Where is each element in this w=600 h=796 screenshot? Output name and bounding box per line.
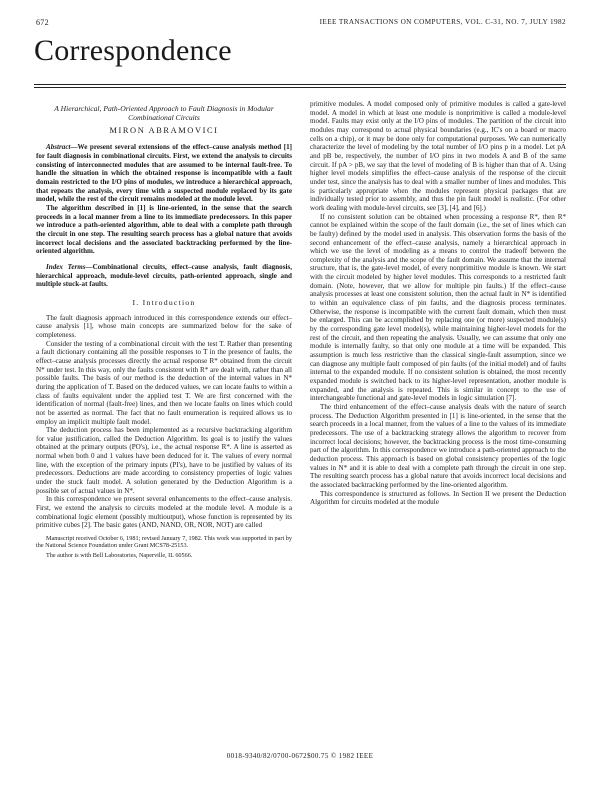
author-name: MIRON ABRAMOVICI [109, 125, 219, 135]
paper-title: A Hierarchical, Path-Oriented Approach to Fault Diagnosis in Modular Combinational Circuits [54, 104, 274, 123]
journal-header: IEEE TRANSACTIONS ON COMPUTERS, VOL. C-31, NO. 7, JULY 1982 [319, 18, 566, 26]
intro-heading: I. Introduction [132, 297, 196, 307]
header-rule-thin [34, 87, 566, 88]
index-terms-text: —Combinational circuits, effect–cause analysis, fault diagnosis, hierarchical approach, module-level circuits, path-oriented approach, single and multiple stuck-at faults. [36, 263, 292, 289]
section-title: Correspondence [34, 34, 232, 67]
header-rule [34, 84, 566, 85]
right-paragraph-3: The third enhancement of the effect–cause analysis deals with the nature of search process. The Deduction Algorithm presented in [1] is line-oriented, in the sense that the search proceeds in a local manner, from the values of a line to the values of its immediate predecessors. The use of a backtracking strategy allows the algorithm to recover from incorrect local decisions; however, the backtracking process is the most time-consuming part of the algorithm. In this correspondence we introduce a path-oriented approach to the deduction process. This approach is based on global consistency properties of the logic values in N* and it is able to deal with a complete path through the circuit in one step. The resulting search process has a global nature that avoids incorrect local decisions and the associated backtracking performed by the line-oriented algorithm. [310, 402, 566, 489]
left-column [36, 104, 292, 559]
abstract [36, 143, 292, 256]
intro-paragraph-2: Consider the testing of a combinational circuit with the test T. Rather than presenting a fault dictionary containing all the possible responses to T in the presence of faults, the effect–cause analysis processes directly the actual response R* obtained from the circuit N* under test. In this way, only the faults consistent with R* are dealt with, rather than all possible faults. The basis of our method is the deduction of the internal values in N* during the application of T. Based on the deduced values, we can locate faults to within a class of faults equivalent under the applied test T. We are first concerned with the identification of normal (fault-free) lines, and then we locate faults on lines which could not be asserted as normal. The fact that no fault enumeration is required allows us to employ an implicit multiple fault model. [36, 339, 292, 426]
page-number: 672 [36, 18, 49, 27]
right-paragraph-2: If no consistent solution can be obtained when processing a response R*, then R* cannot be explained within the scope of the fault domain (i.e., the set of lines which can be faulty) defined by the model used in analysis. This observation forms the basis of the second enhancement of the effect–cause analysis, namely a hierarchical approach in which we use the level of modeling as a means to control the tradeoff between the complexity of the analysis and the scope of the fault domain. We assume that the internal structure, that is, the gate-level model, of every nonprimitive module is known. We start with the circuit modeled by higher level modules. This corresponds to a restricted fault domain. (Note, however, that we allow for multiple pin faults.) If the effect–cause analysis processes at least one consistent solution, then the actual fault in N* is identified to within an equivalence class of pin faults, and the diagnosis process terminates. Otherwise, the response is incompatible with the current fault domain, which then must be enlarged. This can be accomplished by replacing one (or more) suspected module(s) by the corresponding gate level model(s), while maintaining higher-level models for the rest of the circuit, and then repeating the analysis. Usually, we can assume that only one module is internally faulty, so that only one module at a time will be expanded. This assumption is much less restrictive than the classical single-fault assumption, since we can diagnose any multiple fault composed of pin faults (of the initial model) and of faults internal to the expanded module. If no consistent solution is obtained, the most recently expanded module is switched back to its higher-level representation, another module is expanded, and the analysis is repeated. This is similar in concept to the use of interchangeable functional and gate-level models in logic simulation [7]. [310, 212, 566, 403]
abstract-paragraph-2: The algorithm described in [1] is line-oriented, in the sense that the search proceeds in a local manner from a line to its immediate predecessors. In this paper we introduce a path-oriented algorithm, able to deal with a complete path through the circuit in one step. The resulting search process has a global nature that avoids incorrect local decisions and the associated backtracking performed by the line-oriented algorithm. [36, 204, 292, 256]
intro-paragraph-3: The deduction process has been implemented as a recursive backtracking algorithm for value justification, called the Deduction Algorithm. Its goal is to justify the values obtained at the primary outputs (PO's), i.e., the actual response R*. A line is asserted as normal when both 0 and 1 values have been deduced for it. The values of every normal line, with the exception of the primary inputs (PI's), have to be justified by values of its predecessors. Deductions are made according to consistency properties of logic values under the stuck fault model. A solution generated by the Deduction Algorithm is a possible set of actual values in N*. [36, 426, 292, 495]
intro-paragraph-4: In this correspondence we present several enhancements to the effect–cause analysis. First, we extend the analysis to circuits modeled at the module level. A module is a combinational logic element (possibly multioutput), whose function is represented by its primitive cubes [2]. The basic gates (AND, NAND, OR, NOR, NOT) are called [36, 495, 292, 530]
abstract-lead: Abstract [46, 143, 71, 152]
right-column [310, 100, 566, 507]
footnote-received: Manuscript received October 6, 1981; revised January 7, 1982. This work was supported in part by the National Science Foundation under Grant MCS78-25153. [36, 535, 292, 550]
right-paragraph-1: primitive modules. A model composed only of primitive modules is called a gate-level model. A model in which at least one module is nonprimitive is called a module-level model. Faults may exist only at the I/O pins of modules. The partition of the circuit into modules may correspond to actual physical boundaries (e.g., IC's on a board or macro cells on a chip), or it may be done only for computational purposes. We can numerically characterize the level of modeling by the total number of I/O pins p in a model. Let pA and pB be, respectively, the number of I/O pins in two models A and B of the same circuit. If pA > pB, we say that the level of modeling of B is higher than that of A. Using higher level models simplifies the effect–cause analysis of the response of the circuit under test, since the analysis has to deal with a smaller number of lines and modules. This is particularly appropriate when the modules represent physical packages that are individually tested prior to assembly, and thus the pin fault model is realistic. (For other work dealing with module-level circuits, see [3], [4], and [6].) [310, 100, 566, 212]
footnote [36, 535, 292, 559]
right-paragraph-4: This correspondence is structured as follows. In Section II we present the Deduction Algorithm for circuits modeled at the module [310, 489, 566, 507]
intro-paragraph-1: The fault diagnosis approach introduced in this correspondence extends our effect–cause analysis [1], whose main concepts are summarized below for the sake of completeness. [36, 313, 292, 339]
abstract-paragraph-1: —We present several extensions of the effect–cause analysis method [1] for fault diagnosis in combinational circuits. First, we extend the analysis to circuits consisting of interconnected modules that are assumed to be internal fault-free. To handle the situation in which the obtained response is incompatible with a fault domain restricted to the I/O pins of modules, we introduce a hierarchical approach, that repeats the analysis, every time with a suspected module replaced by its gate model, while the rest of the circuit remains modeled at the module level. [36, 143, 292, 204]
index-terms [36, 263, 292, 289]
index-terms-lead: Index Terms [46, 263, 86, 271]
copyright-line: 0018-9340/82/0700-0672$00.75 © 1982 IEEE [226, 752, 374, 760]
footnote-author: The author is with Bell Laboratories, Naperville, IL 60566. [46, 551, 193, 559]
